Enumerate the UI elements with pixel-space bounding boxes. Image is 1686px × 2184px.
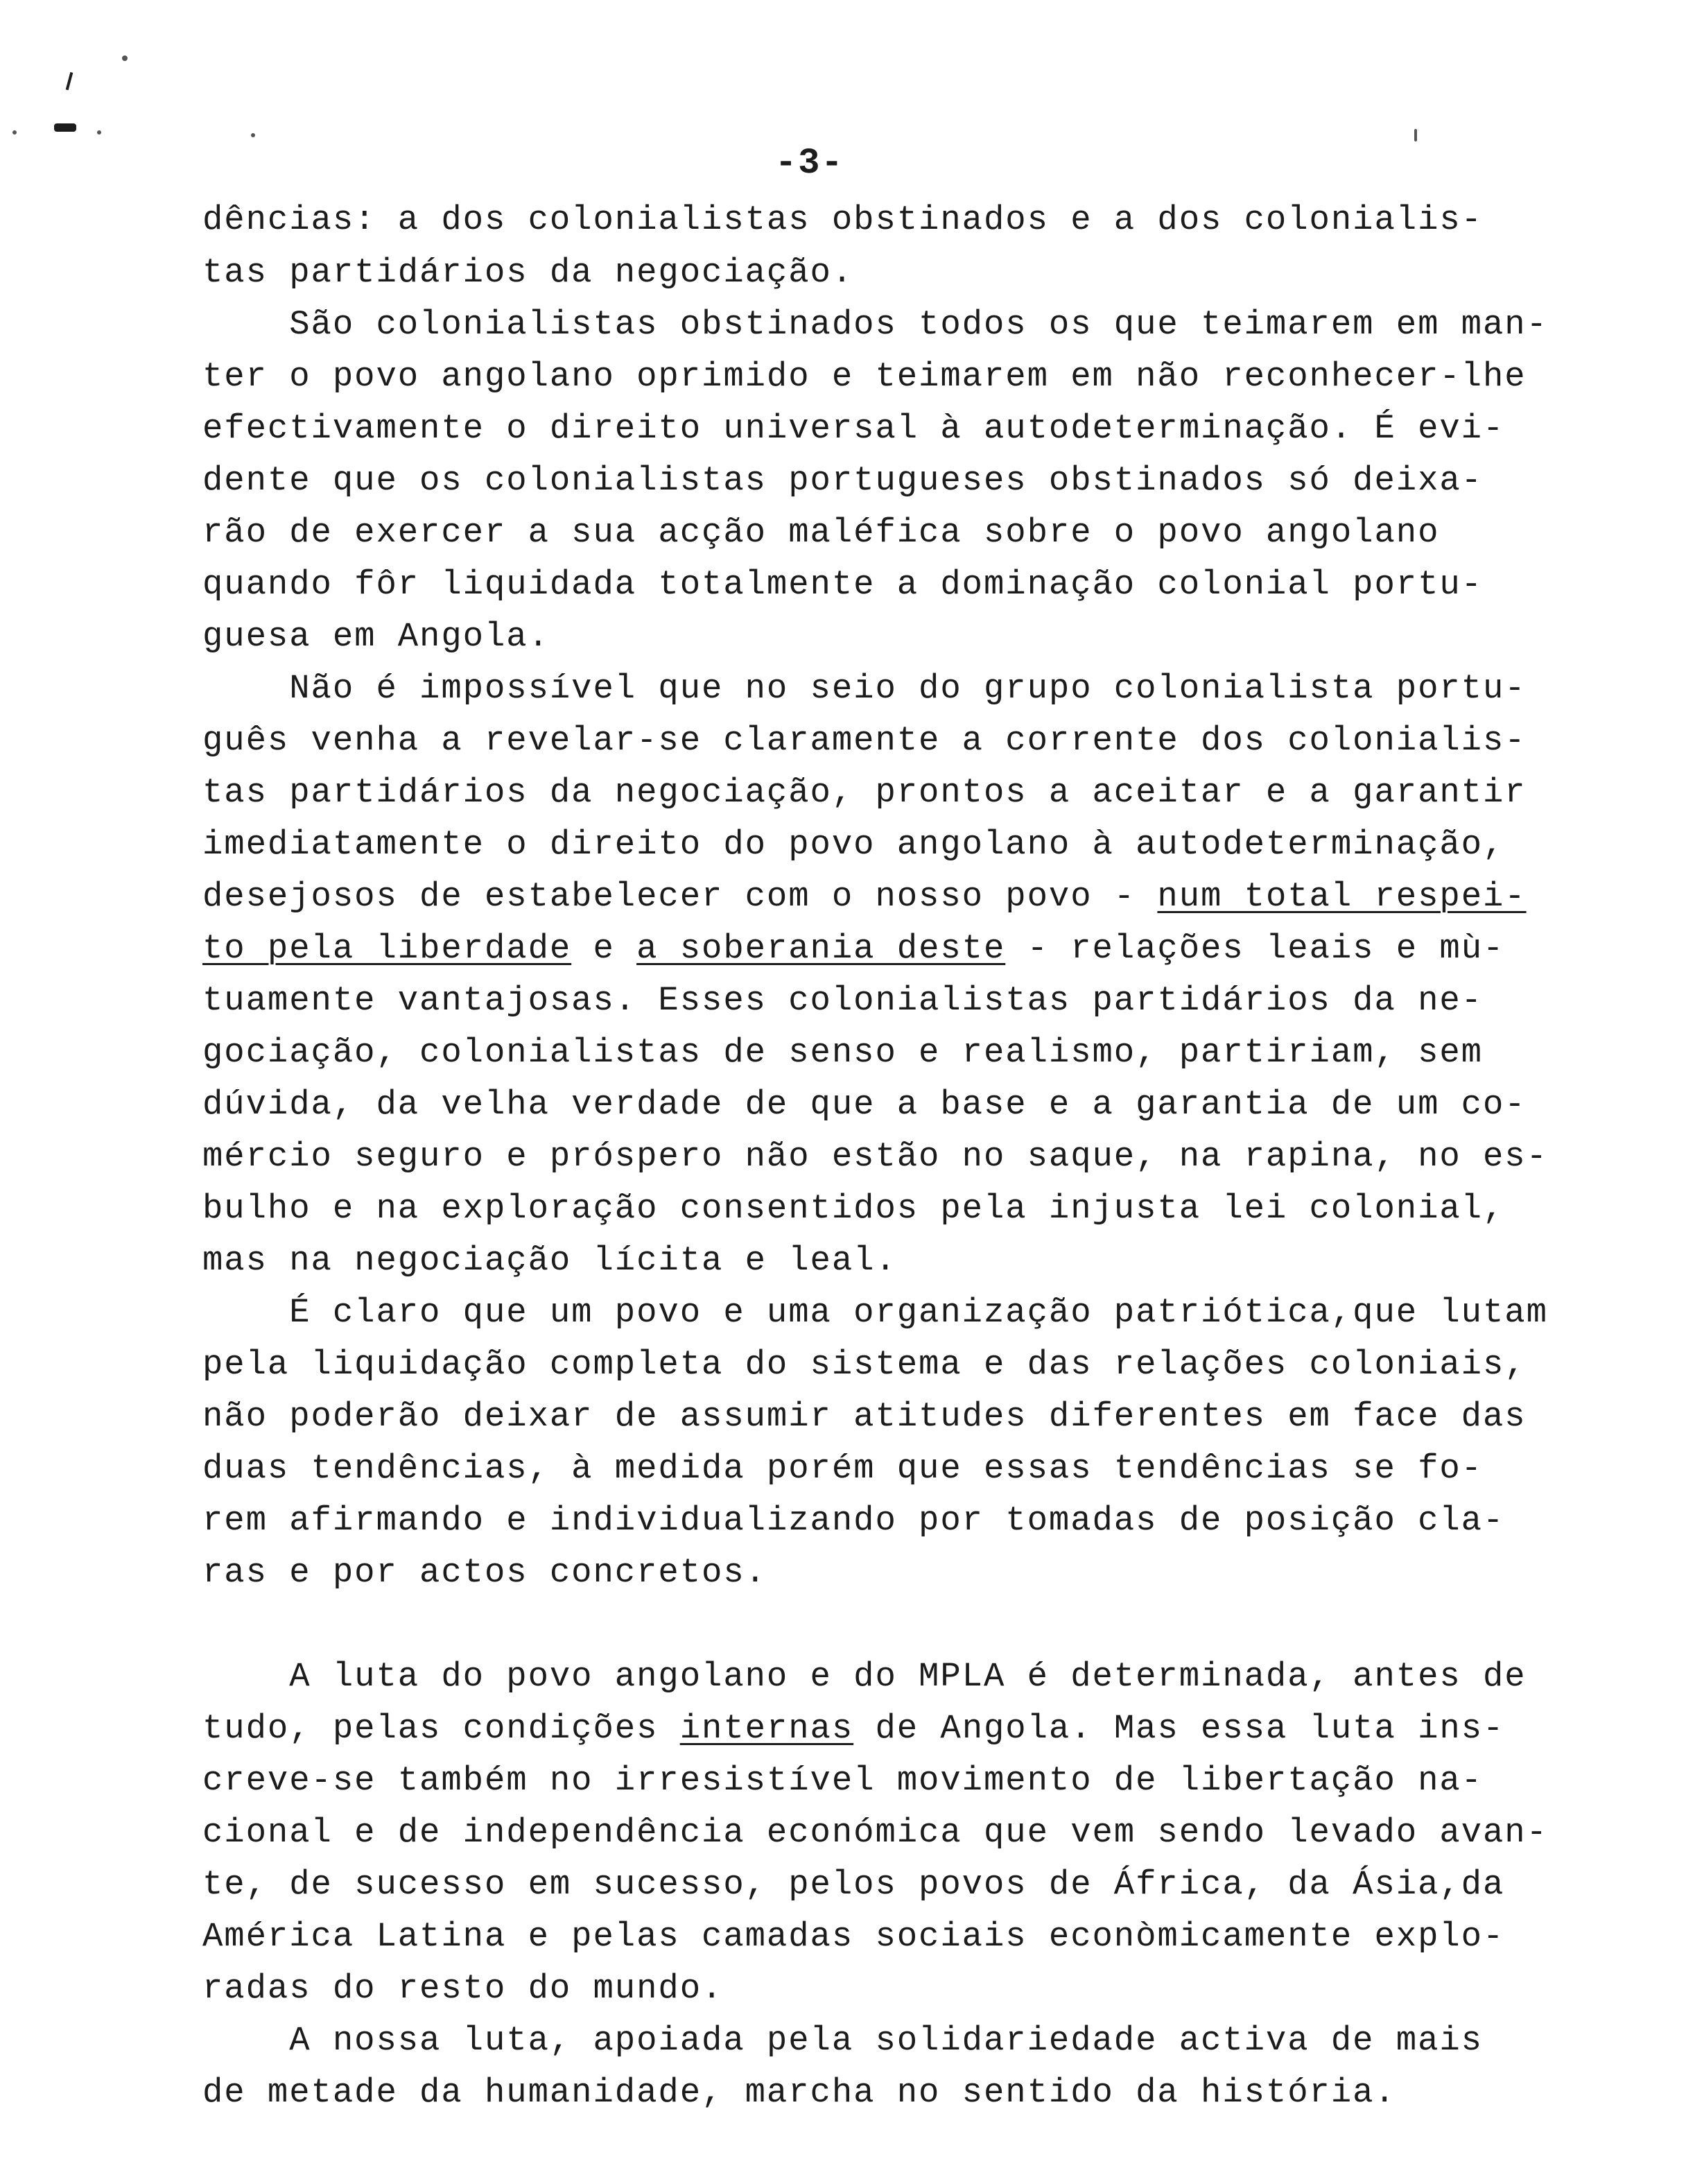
text-line: gociação, colonialistas de senso e realismo, partiriam, sem (202, 1033, 1483, 1072)
text-run: e (571, 929, 637, 968)
text-line (202, 877, 1527, 916)
underlined-text: internas (679, 1709, 854, 1748)
text-line: duas tendências, à medida porém que essas tendências se fo- (202, 1449, 1483, 1488)
text-line: São colonialistas obstinados todos os que teimarem em man- (202, 305, 1548, 344)
scan-mark (54, 123, 76, 132)
text-line: de metade da humanidade, marcha no sentido da história. (202, 2073, 1396, 2112)
text-run: de Angola. Mas essa luta ins- (853, 1709, 1505, 1748)
text-line: A nossa luta, apoiada pela solidariedade activa de mais (202, 2021, 1483, 2060)
text-line: quando fôr liquidada totalmente a dominação colonial portu- (202, 565, 1483, 604)
text-line: pela liquidação completa do sistema e das relações coloniais, (202, 1345, 1527, 1384)
text-run: - relações leais e mù- (1005, 929, 1505, 968)
text-line: não poderão deixar de assumir atitudes diferentes em face das (202, 1397, 1527, 1436)
scan-speck (12, 130, 17, 135)
text-line: dúvida, da velha verdade de que a base e a garantia de um co- (202, 1085, 1527, 1124)
scan-speck (1414, 129, 1417, 141)
text-line: te, de sucesso em sucesso, pelos povos de África, da Ásia,da (202, 1865, 1505, 1904)
scan-speck (122, 55, 128, 61)
text-line: Não é impossível que no seio do grupo colonialista portu- (202, 669, 1527, 708)
text-line: rem afirmando e individualizando por tomadas de posição cla- (202, 1501, 1505, 1540)
text-line: tas partidários da negociação, prontos a aceitar e a garantir (202, 773, 1527, 812)
text-line: guês venha a revelar-se claramente a corrente dos colonialis- (202, 721, 1527, 760)
page-number: -3- (775, 143, 844, 184)
scan-mark (66, 72, 73, 90)
text-line: mércio seguro e próspero não estão no saque, na rapina, no es- (202, 1137, 1548, 1176)
text-run: tudo, pelas condições (202, 1709, 680, 1748)
text-line: guesa em Angola. (202, 617, 550, 656)
text-line: imediatamente o direito do povo angolano à autodeterminação, (202, 825, 1505, 864)
text-line: É claro que um povo e uma organização patriótica,que lutam (202, 1293, 1548, 1332)
underlined-text: num total respei- (1157, 877, 1527, 916)
text-line: dências: a dos colonialistas obstinados e a dos colonialis- (202, 200, 1483, 239)
scan-speck (97, 130, 101, 135)
text-run: desejosos de estabelecer com o nosso povo - (202, 877, 1158, 916)
text-line: rão de exercer a sua acção maléfica sobre o povo angolano (202, 513, 1440, 552)
text-line: ter o povo angolano oprimido e teimarem em não reconhecer-lhe (202, 357, 1527, 396)
text-line: bulho e na exploração consentidos pela injusta lei colonial, (202, 1189, 1505, 1228)
text-line: creve-se também no irresistível movimento de libertação na- (202, 1761, 1483, 1800)
underlined-text: a soberania deste (636, 929, 1006, 968)
text-line: efectivamente o direito universal à autodeterminação. É evi- (202, 409, 1505, 448)
text-line (202, 1709, 1505, 1748)
text-line: radas do resto do mundo. (202, 1969, 724, 2008)
scan-speck (251, 133, 255, 137)
text-line: mas na negociação lícita e leal. (202, 1241, 897, 1280)
text-line: dente que os colonialistas portugueses obstinados só deixa- (202, 461, 1483, 500)
text-line: tas partidários da negociação. (202, 253, 854, 292)
text-line: cional e de independência económica que vem sendo levado avan- (202, 1813, 1548, 1852)
text-line: América Latina e pelas camadas sociais econòmicamente explo- (202, 1917, 1505, 1956)
text-line: A luta do povo angolano e do MPLA é determinada, antes de (202, 1657, 1527, 1696)
text-line: ras e por actos concretos. (202, 1553, 767, 1592)
underlined-text: to pela liberdade (202, 929, 572, 968)
text-line (202, 929, 1505, 968)
text-line: tuamente vantajosas. Esses colonialistas partidários da ne- (202, 981, 1483, 1020)
